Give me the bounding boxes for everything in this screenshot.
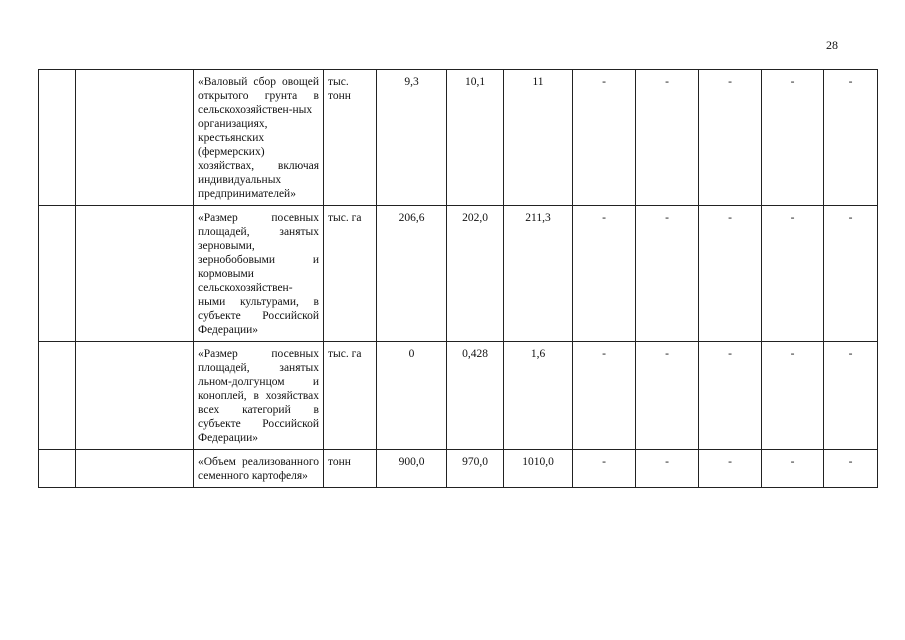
value-cell-4: - [573, 70, 636, 206]
value-cell-1: 900,0 [377, 450, 447, 488]
value-cell-7: - [762, 206, 824, 342]
value-cell-7: - [762, 70, 824, 206]
value-cell-7: - [762, 450, 824, 488]
row-name-cell [76, 70, 194, 206]
value-cell-3: 11 [504, 70, 573, 206]
value-cell-2: 10,1 [447, 70, 504, 206]
row-number-cell [39, 70, 76, 206]
value-cell-6: - [699, 450, 762, 488]
indicator-description-cell: «Размер посевных площадей, занятых льном-долгунцом и коноплей, в хозяйствах всех категорий в субъекте Российской Федерации» [194, 342, 324, 450]
value-cell-8: - [824, 70, 878, 206]
row-number-cell [39, 450, 76, 488]
unit-cell: тыс. га [324, 206, 377, 342]
row-name-cell [76, 450, 194, 488]
value-cell-3: 211,3 [504, 206, 573, 342]
value-cell-6: - [699, 70, 762, 206]
value-cell-2: 0,428 [447, 342, 504, 450]
indicators-table [38, 69, 878, 488]
unit-cell: тыс. тонн [324, 70, 377, 206]
value-cell-3: 1,6 [504, 342, 573, 450]
value-cell-6: - [699, 206, 762, 342]
table-row [39, 450, 878, 488]
value-cell-1: 206,6 [377, 206, 447, 342]
table-row [39, 70, 878, 206]
indicator-description-cell: «Объем реализованного семенного картофеля» [194, 450, 324, 488]
value-cell-7: - [762, 342, 824, 450]
value-cell-8: - [824, 206, 878, 342]
unit-cell: тонн [324, 450, 377, 488]
value-cell-3: 1010,0 [504, 450, 573, 488]
value-cell-5: - [636, 450, 699, 488]
value-cell-4: - [573, 206, 636, 342]
indicator-description-cell: «Размер посевных площадей, занятых зерновыми, зернобобовыми и кормовыми сельскохозяйствен-ными культурами, в субъекте Российской Федерации» [194, 206, 324, 342]
table-row [39, 342, 878, 450]
value-cell-4: - [573, 342, 636, 450]
indicator-description-cell: «Валовый сбор овощей открытого грунта в сельскохозяйствен-ных организациях, крестьянских (фермерских) хозяйствах, включая индивидуальных предпринимателей» [194, 70, 324, 206]
value-cell-1: 0 [377, 342, 447, 450]
value-cell-5: - [636, 342, 699, 450]
row-name-cell [76, 342, 194, 450]
value-cell-8: - [824, 450, 878, 488]
value-cell-5: - [636, 206, 699, 342]
page-number: 28 [826, 38, 838, 52]
value-cell-8: - [824, 342, 878, 450]
unit-cell: тыс. га [324, 342, 377, 450]
value-cell-2: 970,0 [447, 450, 504, 488]
table-row [39, 206, 878, 342]
row-number-cell [39, 206, 76, 342]
value-cell-1: 9,3 [377, 70, 447, 206]
value-cell-2: 202,0 [447, 206, 504, 342]
row-number-cell [39, 342, 76, 450]
value-cell-4: - [573, 450, 636, 488]
value-cell-5: - [636, 70, 699, 206]
value-cell-6: - [699, 342, 762, 450]
row-name-cell [76, 206, 194, 342]
